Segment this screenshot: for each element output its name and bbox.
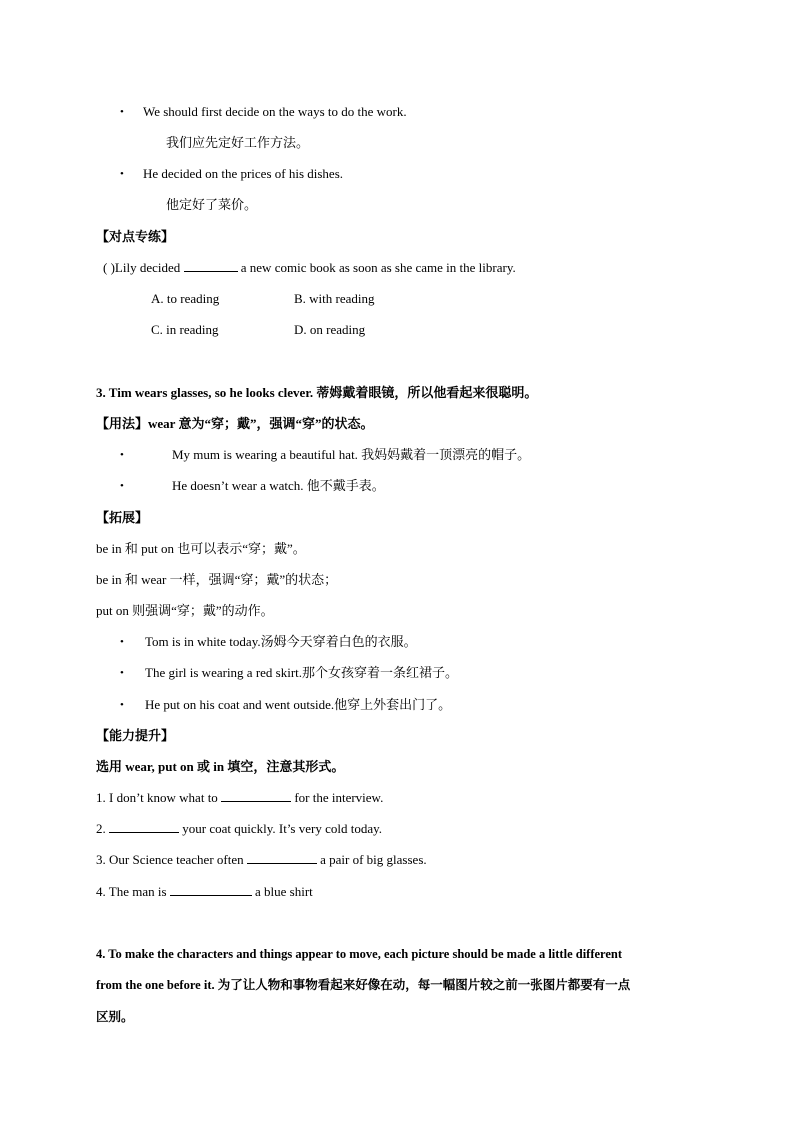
- example-sentence-en: He decided on the prices of his dishes.: [143, 166, 344, 181]
- option-d[interactable]: D. on reading: [294, 322, 366, 337]
- bullet-icon: •: [120, 667, 124, 679]
- usage-heading: 【用法】wear 意为“穿；戴”，强调“穿”的状态。: [96, 416, 374, 431]
- section-heading-line: 区别。: [96, 1010, 134, 1024]
- exercise-text: your coat quickly. It’s very cold today.: [182, 821, 383, 836]
- extension-example: He put on his coat and went outside.他穿上外套出门了。: [145, 697, 452, 712]
- exercise-item: [96, 851, 427, 869]
- bullet-icon: •: [120, 636, 124, 648]
- extension-example: Tom is in white today.汤姆今天穿着白色的衣服。: [145, 634, 417, 649]
- fill-blank[interactable]: [170, 883, 252, 896]
- exercise-text: 3. Our Science teacher often: [96, 852, 244, 867]
- extension-line: be in 和 wear 一样，强调“穿；戴”的状态；: [96, 572, 338, 587]
- usage-example: My mum is wearing a beautiful hat. 我妈妈戴着一顶漂亮的帽子。: [172, 447, 531, 462]
- option-b[interactable]: B. with reading: [294, 291, 375, 306]
- answer-bracket[interactable]: ( ): [103, 260, 115, 275]
- example-sentence-zh: 我们应先定好工作方法。: [166, 135, 310, 150]
- section-heading: 3. Tim wears glasses, so he looks clever. 蒂姆戴着眼镜，所以他看起来很聪明。: [96, 385, 538, 400]
- example-sentence-zh: 他定好了菜价。: [166, 197, 258, 212]
- ability-instruction: 选用 wear, put on 或 in 填空，注意其形式。: [96, 759, 345, 774]
- practice-question: [103, 259, 516, 277]
- question-text-before: Lily decided: [114, 260, 181, 275]
- exercise-text: 1. I don’t know what to: [96, 790, 218, 805]
- bullet-icon: •: [120, 480, 124, 492]
- exercise-item: [96, 883, 313, 901]
- extension-line: be in 和 put on 也可以表示“穿；戴”。: [96, 541, 306, 556]
- extension-line: put on 则强调“穿；戴”的动作。: [96, 603, 274, 618]
- exercise-item: [96, 789, 383, 807]
- section-heading-line: from the one before it. 为了让人物和事物看起来好像在动，每一幅图片较之前一张图片都要有一点: [96, 978, 631, 992]
- exercise-item: [96, 820, 382, 838]
- usage-example: He doesn’t wear a watch. 他不戴手表。: [172, 478, 385, 493]
- practice-heading: 【对点专练】: [96, 229, 175, 244]
- extension-heading: 【拓展】: [96, 510, 149, 525]
- bullet-icon: •: [120, 449, 124, 461]
- exercise-text: for the interview.: [294, 790, 384, 805]
- fill-blank[interactable]: [247, 851, 317, 864]
- question-text-after: a new comic book as soon as she came in the library.: [240, 260, 516, 275]
- ability-heading: 【能力提升】: [96, 728, 175, 743]
- bullet-icon: •: [120, 699, 124, 711]
- fill-blank[interactable]: [109, 820, 179, 833]
- extension-example: The girl is wearing a red skirt.那个女孩穿着一条红裙子。: [145, 665, 459, 680]
- fill-blank[interactable]: [221, 789, 291, 802]
- exercise-text: a blue shirt: [255, 884, 313, 899]
- bullet-icon: •: [120, 106, 124, 118]
- exercise-text: 4. The man is: [96, 884, 167, 899]
- section-heading-line: 4. To make the characters and things appear to move, each picture should be made a little different: [96, 947, 623, 961]
- exercise-text: 2.: [96, 821, 106, 836]
- bullet-icon: •: [120, 168, 124, 180]
- example-sentence-en: We should first decide on the ways to do the work.: [143, 104, 407, 119]
- option-c[interactable]: C. in reading: [151, 322, 219, 337]
- exercise-text: a pair of big glasses.: [320, 852, 427, 867]
- option-a[interactable]: A. to reading: [151, 291, 220, 306]
- fill-blank[interactable]: [184, 259, 238, 272]
